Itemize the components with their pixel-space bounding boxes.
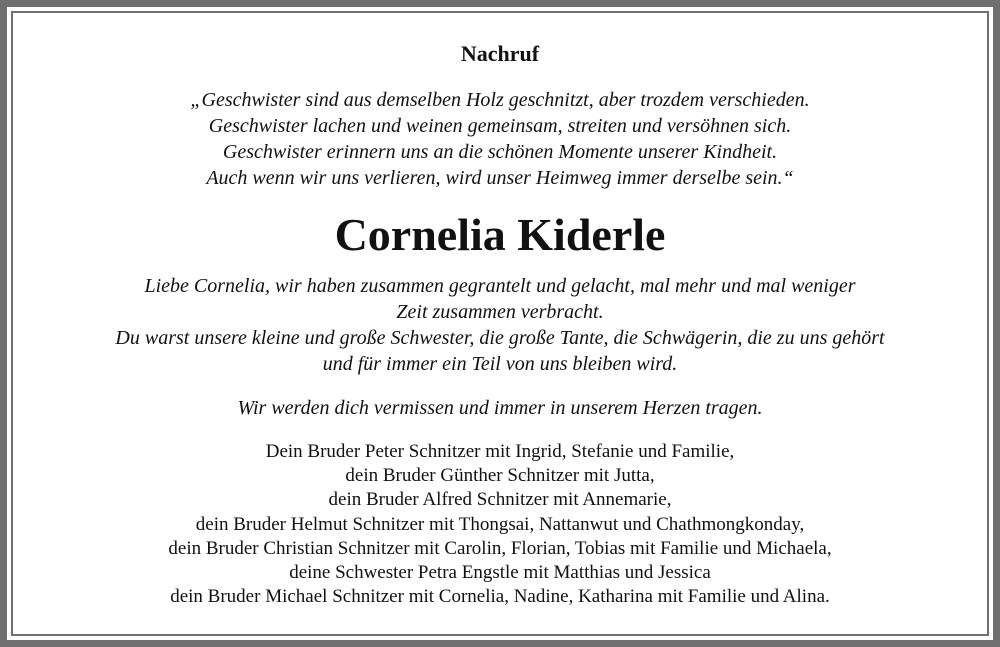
- message-line: Du warst unsere kleine und große Schwester, die große Tante, die Schwägerin, die zu uns gehört: [115, 327, 885, 349]
- closing-line: Wir werden dich vermissen und immer in unserem Herzen tragen.: [237, 397, 763, 419]
- signature-block: [13, 440, 987, 609]
- message-line: Liebe Cornelia, wir haben zusammen gegrantelt und gelacht, mal mehr und mal weniger: [144, 275, 856, 297]
- deceased-name: Cornelia Kiderle: [334, 209, 666, 260]
- notice-heading: Nachruf: [460, 41, 540, 66]
- signature-line: dein Bruder Alfred Schnitzer mit Annemarie,: [328, 489, 672, 511]
- signature-line: dein Bruder Michael Schnitzer mit Cornelia, Nadine, Katharina mit Familie und Alina.: [170, 586, 830, 608]
- message-block: [13, 273, 987, 377]
- quote-line: „Geschwister sind aus demselben Holz geschnitzt, aber trozdem verschieden.: [190, 89, 810, 111]
- signature-line: dein Bruder Christian Schnitzer mit Carolin, Florian, Tobias mit Familie und Michaela,: [168, 537, 832, 559]
- obituary-notice: [13, 13, 987, 634]
- quote-line: Geschwister erinnern uns an die schönen Momente unserer Kindheit.: [222, 141, 778, 163]
- quote-line: Auch wenn wir uns verlieren, wird unser Heimweg immer derselbe sein.“: [206, 167, 794, 189]
- message-line: und für immer ein Teil von uns bleiben wird.: [322, 353, 678, 375]
- signature-line: dein Bruder Helmut Schnitzer mit Thongsai, Nattanwut und Chathmongkonday,: [195, 513, 805, 535]
- signature-line: dein Bruder Günther Schnitzer mit Jutta,: [345, 465, 655, 487]
- quote-line: Geschwister lachen und weinen gemeinsam, streiten und versöhnen sich.: [208, 115, 792, 137]
- signature-line: deine Schwester Petra Engstle mit Matthias und Jessica: [289, 562, 711, 584]
- message-line: Zeit zusammen verbracht.: [396, 301, 604, 323]
- signature-line: Dein Bruder Peter Schnitzer mit Ingrid, Stefanie und Familie,: [265, 441, 735, 462]
- quote-block: [13, 87, 987, 191]
